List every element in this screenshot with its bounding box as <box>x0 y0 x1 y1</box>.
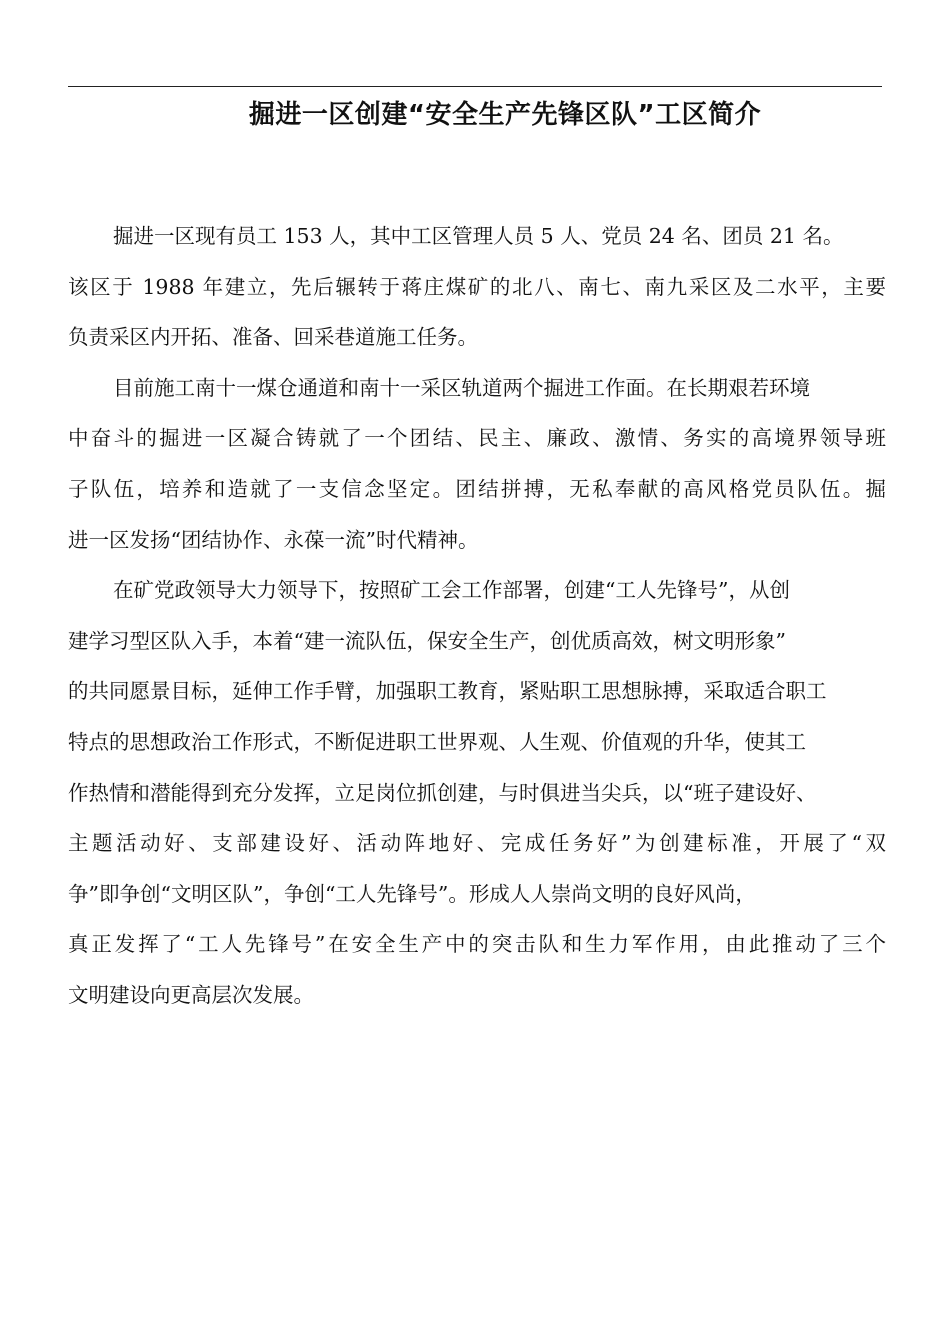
paragraph-3-line-6: 主题活动好、支部建设好、活动阵地好、完成任务好”为创建标准，开展了“双 <box>68 831 886 856</box>
paragraph-1-line-3: 负责采区内开拓、准备、回采巷道施工任务。 <box>68 325 478 350</box>
paragraph-1-line-1: 掘进一区现有员工 153 人，其中工区管理人员 5 人、党员 24 名、团员 21 名。 <box>113 224 844 248</box>
paragraph-3-line-4: 特点的思想政治工作形式，不断促进职工世界观、人生观、价值观的升华，使其工 <box>68 729 806 754</box>
paragraph-2-line-1: 目前施工南十一煤仓通道和南十一采区轨道两个掘进工作面。在长期艰若环境 <box>113 375 810 400</box>
paragraph-3-line-8: 真正发挥了“工人先锋号”在安全生产中的突击队和生力军作用，由此推动了三个 <box>68 932 886 957</box>
document-body <box>68 211 886 1021</box>
document-title: 掘进一区创建“安全生产先锋区队”工区简介 <box>248 100 762 130</box>
paragraph-2-line-4: 进一区发扬“团结协作、永葆一流”时代精神。 <box>68 527 479 552</box>
paragraph-3-line-1: 在矿党政领导大力领导下，按照矿工会工作部署，创建“工人先锋号”，从创 <box>113 578 790 603</box>
paragraph-3-line-5: 作热情和潜能得到充分发挥，立足岗位抓创建，与时俱进当尖兵，以“班子建设好、 <box>68 780 817 805</box>
paragraph-2-line-3: 子队伍，培养和造就了一支信念坚定。团结拼搏，无私奉献的高风格党员队伍。掘 <box>68 476 886 501</box>
paragraph-3-line-7: 争”即争创“文明区队”，争创“工人先锋号”。形成人人崇尚文明的良好风尚， <box>68 881 756 906</box>
paragraph-2-line-2: 中奋斗的掘进一区凝合铸就了一个团结、民主、廉政、激情、务实的高境界领导班 <box>68 426 886 451</box>
paragraph-3-line-2: 建学习型区队入手，本着“建一流队伍，保安全生产，创优质高效，树文明形象” <box>68 628 786 653</box>
paragraph-3-line-9: 文明建设向更高层次发展。 <box>68 982 314 1007</box>
header-rule <box>68 86 882 87</box>
paragraph-3-line-3: 的共同愿景目标，延伸工作手臂，加强职工教育，紧贴职工思想脉搏，采取适合职工 <box>68 679 827 704</box>
paragraph-1-line-2: 该区于 1988 年建立，先后辗转于蒋庄煤矿的北八、南七、南九采区及二水平，主要 <box>68 274 886 299</box>
